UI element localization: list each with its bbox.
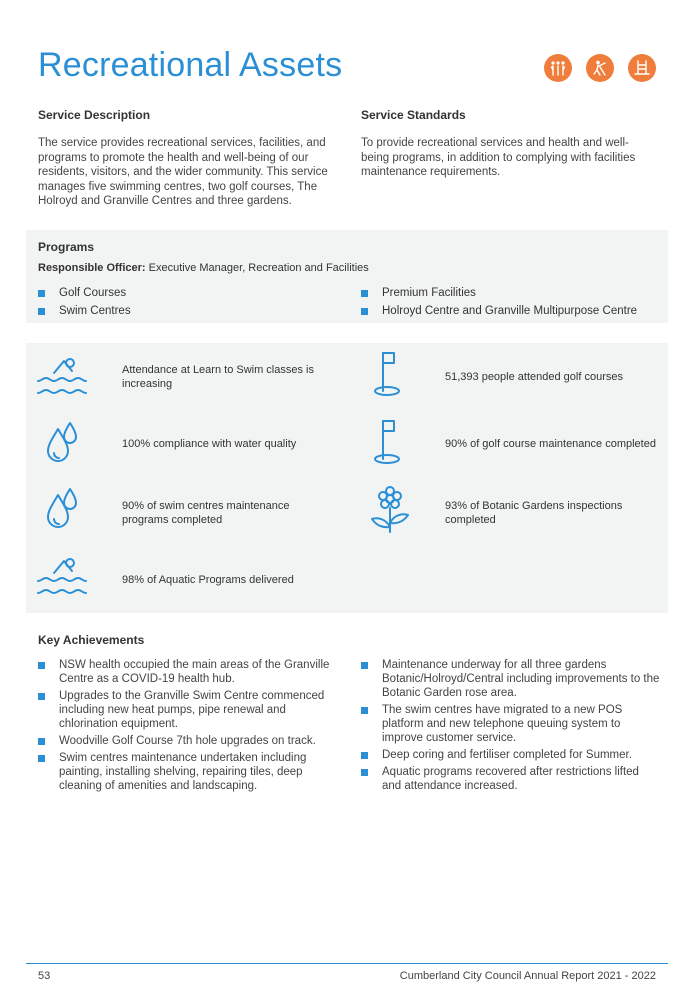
list-item: The swim centres have migrated to a new POS platform and new telephone queuing system to improve customer service. (361, 703, 661, 745)
service-description-body: The service provides recreational services, facilities, and programs to promote the health and well-being of our residents, visitors, and the wider community. This service manages five swimming centres, two golf courses, The Holroyd and Granville Centres and three gardens. (38, 137, 328, 207)
list-item: Woodville Golf Course 7th hole upgrades on track. (38, 734, 338, 748)
bullet-square-icon (38, 755, 45, 762)
responsible-officer (38, 262, 369, 274)
list-item: Swim centres maintenance undertaken including painting, installing shelving, repairing tiles, deep cleaning of amenities and landscaping. (38, 751, 338, 793)
stat-text: Attendance at Learn to Swim classes is increasing (122, 364, 314, 390)
service-standards-heading: Service Standards (361, 108, 466, 122)
bullet-square-icon (361, 662, 368, 669)
bullet-square-icon (361, 769, 368, 776)
swimming-pool-ladder-icon (628, 54, 656, 82)
programs-list-left (38, 284, 131, 320)
program-item: Holroyd Centre and Granville Multipurpose Centre (361, 302, 637, 320)
bullet-square-icon (361, 290, 368, 297)
golf-flag-icon (357, 417, 417, 467)
page-title: Recreational Assets (38, 46, 343, 84)
key-achievements-heading: Key Achievements (38, 633, 145, 647)
bullet-square-icon (38, 693, 45, 700)
footer-divider (26, 963, 668, 964)
people-group-icon (544, 54, 572, 82)
list-item: Deep coring and fertiliser completed for Summer. (361, 748, 661, 762)
bullet-square-icon (361, 707, 368, 714)
program-item: Swim Centres (38, 302, 131, 320)
golf-flag-icon (357, 349, 417, 399)
swimmer-icon (34, 353, 94, 403)
list-item: Upgrades to the Granville Swim Centre commenced including new heat pumps, pipe renewal and chlorination equipment. (38, 689, 338, 731)
bullet-square-icon (38, 662, 45, 669)
bullet-square-icon (361, 752, 368, 759)
footer-title: Cumberland City Council Annual Report 2021 - 2022 (399, 970, 656, 982)
program-item: Golf Courses (38, 284, 131, 302)
bullet-square-icon (38, 738, 45, 745)
service-description-heading: Service Description (38, 108, 151, 122)
responsible-officer-label: Responsible Officer: (38, 262, 146, 274)
responsible-officer-value: Executive Manager, Recreation and Facilities (148, 262, 369, 274)
golfer-icon (586, 54, 614, 82)
key-achievements-list-right (361, 658, 661, 796)
stat-text: 51,393 people attended golf courses (445, 371, 623, 383)
bullet-square-icon (38, 290, 45, 297)
water-drops-icon (34, 485, 94, 535)
water-drops-icon (34, 419, 94, 469)
flower-icon (360, 485, 420, 535)
service-description (38, 108, 328, 209)
program-item: Premium Facilities (361, 284, 637, 302)
bullet-square-icon (361, 308, 368, 315)
page-number: 53 (38, 970, 51, 982)
list-item: NSW health occupied the main areas of the Granville Centre as a COVID-19 health hub. (38, 658, 338, 686)
stat-text: 98% of Aquatic Programs delivered (122, 574, 294, 586)
service-standards (361, 108, 651, 180)
header-icons (544, 54, 656, 82)
programs-heading: Programs (38, 240, 95, 254)
programs-list-right (361, 284, 637, 320)
stat-text: 90% of golf course maintenance completed (445, 438, 656, 450)
stat-text: 90% of swim centres maintenance programs completed (122, 500, 290, 526)
swimmer-icon (34, 553, 94, 603)
list-item: Aquatic programs recovered after restrictions lifted and attendance increased. (361, 765, 661, 793)
service-standards-body: To provide recreational services and health and well-being programs, in addition to complying with facilities maintenance requirements. (361, 137, 636, 178)
list-item: Maintenance underway for all three gardens Botanic/Holroyd/Central including improvements to the Botanic Garden rose area. (361, 658, 661, 700)
stat-text: 93% of Botanic Gardens inspections completed (445, 500, 623, 526)
stat-text: 100% compliance with water quality (122, 438, 297, 450)
stats-panel (26, 343, 668, 613)
bullet-square-icon (38, 308, 45, 315)
programs-panel (26, 230, 668, 323)
key-achievements-list-left (38, 658, 338, 796)
